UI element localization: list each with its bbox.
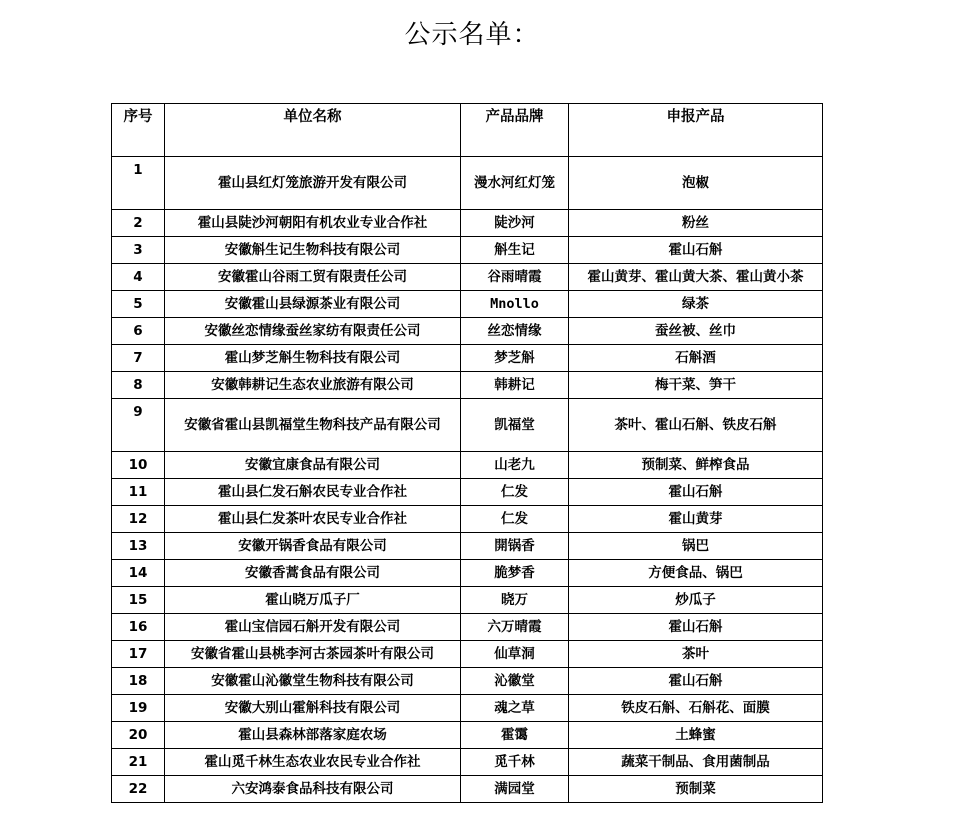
row-brand: 满园堂: [461, 776, 569, 803]
row-brand: 山老九: [461, 452, 569, 479]
row-product: 霍山石斛: [569, 668, 823, 695]
table-row: [112, 210, 823, 237]
row-product: 霍山石斛: [569, 237, 823, 264]
row-product: 粉丝: [569, 210, 823, 237]
row-company: 六安鸿泰食品科技有限公司: [165, 776, 461, 803]
row-number: 4: [112, 264, 165, 291]
row-number: 12: [112, 506, 165, 533]
table-row: [112, 479, 823, 506]
row-product: 茶叶: [569, 641, 823, 668]
row-company: 安徽宜康食品有限公司: [165, 452, 461, 479]
row-product: 预制菜: [569, 776, 823, 803]
table-row: [112, 506, 823, 533]
row-company: 安徽霍山谷雨工贸有限责任公司: [165, 264, 461, 291]
row-brand: 六万晴霞: [461, 614, 569, 641]
row-company: 霍山晓万瓜子厂: [165, 587, 461, 614]
row-number: 6: [112, 318, 165, 345]
row-number: 5: [112, 291, 165, 318]
row-company: 霍山县陡沙河朝阳有机农业专业合作社: [165, 210, 461, 237]
row-number: 2: [112, 210, 165, 237]
row-company: 霍山宝信园石斛开发有限公司: [165, 614, 461, 641]
table-row: [112, 668, 823, 695]
row-company: 霍山县森林部落家庭农场: [165, 722, 461, 749]
row-brand: 仙草洞: [461, 641, 569, 668]
row-brand: 漫水河红灯笼: [461, 157, 569, 210]
row-product: 霍山黄芽、霍山黄大茶、霍山黄小茶: [569, 264, 823, 291]
row-number: 15: [112, 587, 165, 614]
row-product: 方便食品、锅巴: [569, 560, 823, 587]
row-product: 茶叶、霍山石斛、铁皮石斛: [569, 399, 823, 452]
table-row: [112, 372, 823, 399]
row-brand: 仁发: [461, 479, 569, 506]
row-product: 炒瓜子: [569, 587, 823, 614]
row-brand: 晓万: [461, 587, 569, 614]
row-number: 21: [112, 749, 165, 776]
page-title: 公示名单：: [404, 20, 540, 50]
header-company: 单位名称: [165, 104, 461, 157]
row-number: 10: [112, 452, 165, 479]
table-header-row: [112, 104, 823, 157]
row-brand: 開锅香: [461, 533, 569, 560]
row-product: 锅巴: [569, 533, 823, 560]
row-brand: 丝恋情缘: [461, 318, 569, 345]
row-product: 霍山石斛: [569, 479, 823, 506]
row-product: 绿茶: [569, 291, 823, 318]
row-number: 13: [112, 533, 165, 560]
header-product: 申报产品: [569, 104, 823, 157]
table-row: [112, 533, 823, 560]
row-brand: 谷雨晴霞: [461, 264, 569, 291]
row-product: 土蜂蜜: [569, 722, 823, 749]
row-number: 20: [112, 722, 165, 749]
table-row: [112, 291, 823, 318]
row-brand: 霍霭: [461, 722, 569, 749]
row-product: 石斛酒: [569, 345, 823, 372]
row-number: 22: [112, 776, 165, 803]
row-product: 蔬菜干制品、食用菌制品: [569, 749, 823, 776]
table-row: [112, 749, 823, 776]
header-index: 序号: [112, 104, 165, 157]
row-brand: 韩耕记: [461, 372, 569, 399]
row-company: 霍山梦芝斛生物科技有限公司: [165, 345, 461, 372]
row-product: 蚕丝被、丝巾: [569, 318, 823, 345]
table-row: [112, 345, 823, 372]
header-brand: 产品品牌: [461, 104, 569, 157]
row-company: 霍山县仁发石斛农民专业合作社: [165, 479, 461, 506]
row-company: 安徽斛生记生物科技有限公司: [165, 237, 461, 264]
table-row: [112, 614, 823, 641]
table-row: [112, 157, 823, 210]
row-product: 梅干菜、笋干: [569, 372, 823, 399]
row-brand: 凯福堂: [461, 399, 569, 452]
row-brand: 沁徽堂: [461, 668, 569, 695]
row-number: 3: [112, 237, 165, 264]
row-brand: 魂之草: [461, 695, 569, 722]
row-company: 霍山县仁发茶叶农民专业合作社: [165, 506, 461, 533]
row-company: 安徽省霍山县桃李河古茶园茶叶有限公司: [165, 641, 461, 668]
table-row: [112, 641, 823, 668]
table-row: [112, 264, 823, 291]
row-company: 安徽香蒿食品有限公司: [165, 560, 461, 587]
row-brand: 斛生记: [461, 237, 569, 264]
row-product: 铁皮石斛、石斛花、面膜: [569, 695, 823, 722]
row-number: 11: [112, 479, 165, 506]
table-row: [112, 318, 823, 345]
row-brand: 觅千林: [461, 749, 569, 776]
row-number: 8: [112, 372, 165, 399]
row-product: 霍山石斛: [569, 614, 823, 641]
row-number: 9: [112, 399, 165, 452]
row-number: 14: [112, 560, 165, 587]
row-brand: 陡沙河: [461, 210, 569, 237]
table-row: [112, 695, 823, 722]
row-brand: 脆梦香: [461, 560, 569, 587]
row-brand: Mnollo: [461, 291, 569, 318]
row-number: 18: [112, 668, 165, 695]
row-number: 7: [112, 345, 165, 372]
table-row: [112, 722, 823, 749]
row-company: 安徽省霍山县凯福堂生物科技产品有限公司: [165, 399, 461, 452]
row-product: 霍山黄芽: [569, 506, 823, 533]
row-product: 泡椒: [569, 157, 823, 210]
row-number: 17: [112, 641, 165, 668]
row-company: 安徽韩耕记生态农业旅游有限公司: [165, 372, 461, 399]
row-product: 预制菜、鲜榨食品: [569, 452, 823, 479]
row-company: 霍山县红灯笼旅游开发有限公司: [165, 157, 461, 210]
row-company: 霍山觅千林生态农业农民专业合作社: [165, 749, 461, 776]
table-row: [112, 237, 823, 264]
roster-table: [111, 103, 823, 803]
table-row: [112, 560, 823, 587]
table-row: [112, 776, 823, 803]
row-brand: 仁发: [461, 506, 569, 533]
table-row: [112, 399, 823, 452]
row-company: 安徽霍山县绿源茶业有限公司: [165, 291, 461, 318]
row-company: 安徽丝恋情缘蚕丝家纺有限责任公司: [165, 318, 461, 345]
table-row: [112, 452, 823, 479]
row-brand: 梦芝斛: [461, 345, 569, 372]
table-row: [112, 587, 823, 614]
row-number: 1: [112, 157, 165, 210]
row-number: 19: [112, 695, 165, 722]
row-company: 安徽霍山沁徽堂生物科技有限公司: [165, 668, 461, 695]
row-company: 安徽开锅香食品有限公司: [165, 533, 461, 560]
row-number: 16: [112, 614, 165, 641]
row-company: 安徽大别山霍斛科技有限公司: [165, 695, 461, 722]
